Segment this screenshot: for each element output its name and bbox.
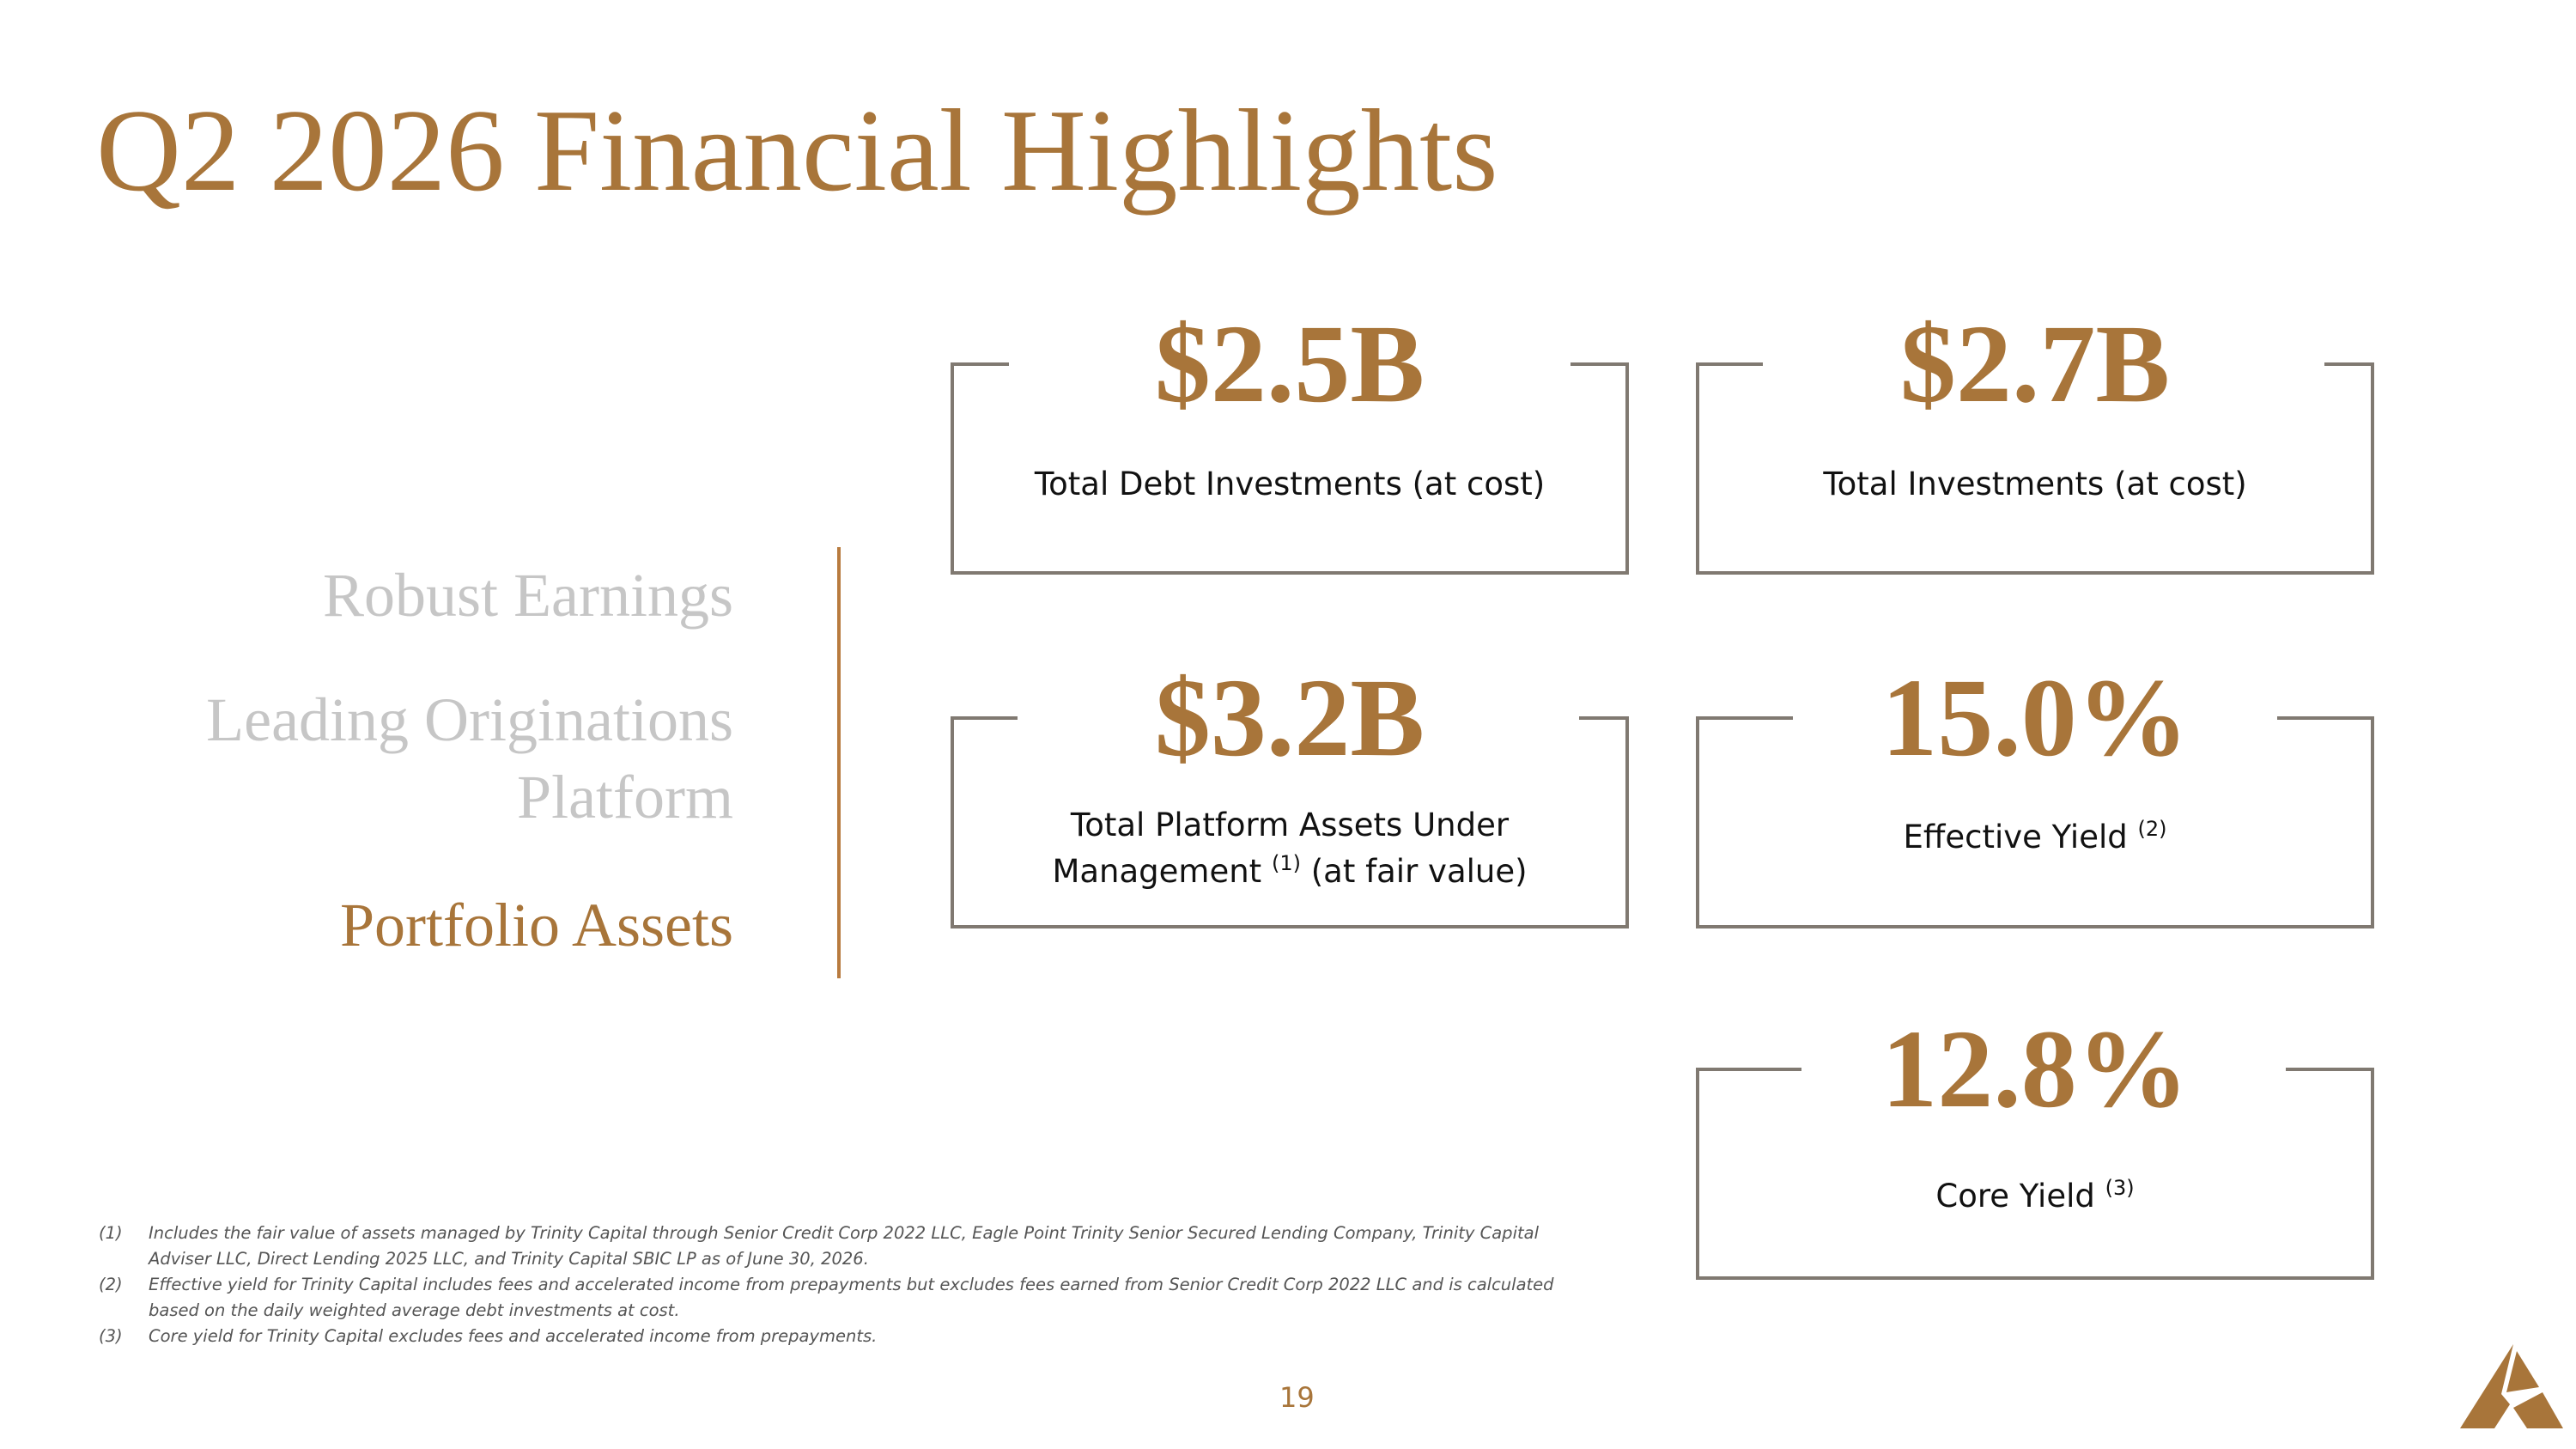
metric-label: Effective Yield $^{(2)}$ xyxy=(1903,817,2167,855)
card-total-investments xyxy=(1696,302,2374,575)
footnote: (2) Effective yield for Trinity Capital includes fees and accelerated income from prepayments but excludes fees earned from Senior Credit Corp 2022 LLC and is calculated based on the daily weighted average debt investments at cost. xyxy=(99,1275,1554,1320)
triangle-logo-icon xyxy=(2460,1344,2563,1428)
metric-label-line2: Management $^{(1)}$ (at fair value) xyxy=(1052,851,1528,890)
footnote-ref: (3) xyxy=(2105,1176,2135,1200)
metric-label: Total Investments (at cost) xyxy=(1823,466,2247,502)
footnotes xyxy=(99,1221,1558,1349)
nav-robust-earnings: Robust Earnings xyxy=(323,561,733,630)
metric-value: $2.7B xyxy=(1899,302,2171,426)
card-effective-yield xyxy=(1696,656,2374,928)
metric-value: 15.0% xyxy=(1881,656,2189,780)
metric-value: 12.8% xyxy=(1881,1008,2189,1131)
metric-label-line1: Total Platform Assets Under xyxy=(1070,807,1510,843)
card-total-platform-assets xyxy=(951,656,1629,928)
metric-label xyxy=(951,802,1629,895)
metric-label: Total Debt Investments (at cost) xyxy=(1034,466,1546,502)
nav-portfolio-assets: Portfolio Assets xyxy=(339,891,733,959)
metric-label: Core Yield $^{(3)}$ xyxy=(1935,1176,2135,1215)
footnote: (3) Core yield for Trinity Capital excludes fees and accelerated income from prepayments. xyxy=(99,1326,878,1346)
footnote-ref: (1) xyxy=(1271,851,1301,875)
page-title: Q2 2026 Financial Highlights xyxy=(96,85,1498,216)
card-core-yield xyxy=(1696,1008,2374,1280)
nav-leading-originations-line1: Leading Originations xyxy=(206,685,733,754)
card-total-debt-investments xyxy=(951,302,1629,575)
metric-value: $2.5B xyxy=(1154,302,1425,426)
nav-leading-originations-line2: Platform xyxy=(517,763,733,831)
metric-value: $3.2B xyxy=(1154,656,1425,780)
footnote-ref: (2) xyxy=(2137,817,2167,841)
section-divider xyxy=(837,547,841,978)
footnote: (1) Includes the fair value of assets managed by Trinity Capital through Senior Credit Corp 2022 LLC, Eagle Point Trinity Senior Secured Lending Company, Trinity Capital Adviser LLC, Direct Lending 2025 LLC, and Trinity Capital SBIC LP as of June 30, 2026. xyxy=(99,1223,1539,1269)
page-number: 19 xyxy=(1279,1381,1315,1414)
nav-leading-originations xyxy=(206,681,733,836)
